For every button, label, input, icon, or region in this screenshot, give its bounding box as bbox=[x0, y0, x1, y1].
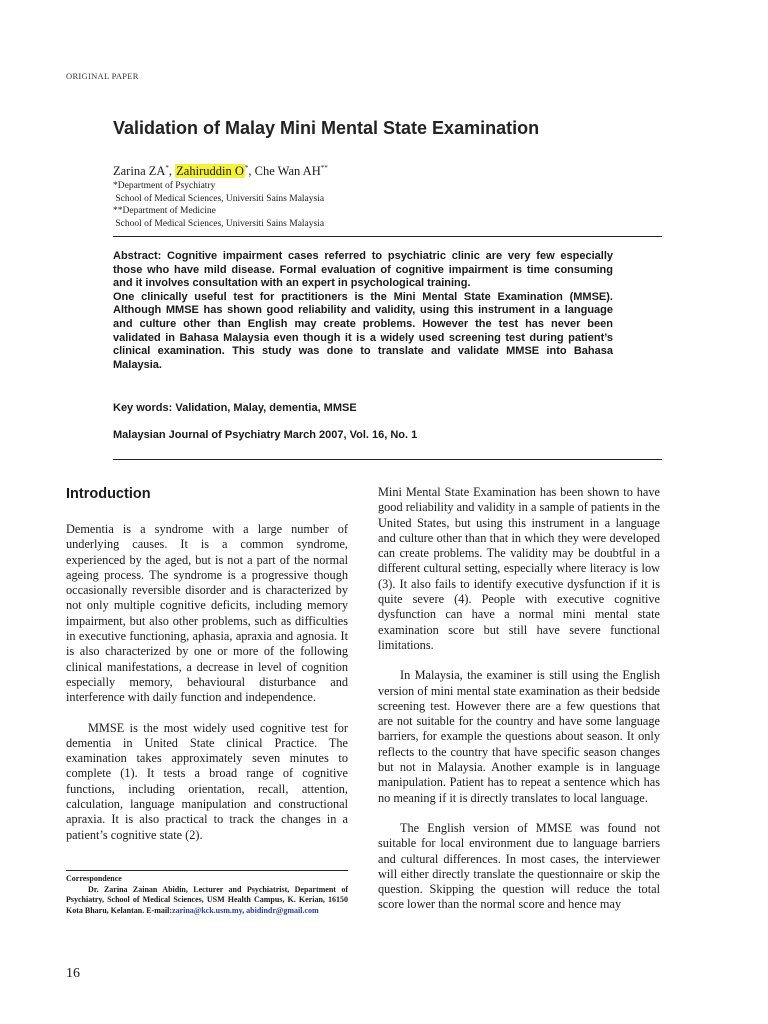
author-2-highlighted: Zahiruddin O bbox=[176, 164, 244, 179]
footnote-divider bbox=[66, 870, 348, 871]
header-divider bbox=[113, 236, 662, 237]
author-list bbox=[113, 164, 328, 179]
left-column bbox=[66, 522, 348, 843]
correspondence-footnote bbox=[66, 874, 348, 916]
author-3: Che Wan AH bbox=[254, 164, 321, 179]
body-paragraph: MMSE is the most widely used cognitive test for dementia in United State clinical Practice. The examination takes approximately seven minutes to complete (1). It tests a broad range of cognitive functions, including orientation, recall, attention, calculation, language manipulation and constructional apraxia. It is also practical to track the changes in a patient’s cognitive state (2). bbox=[66, 720, 348, 842]
affiliation-line: School of Medical Sciences, Universiti Sains Malaysia bbox=[113, 193, 325, 204]
body-paragraph: In Malaysia, the examiner is still using the English version of mini mental state examination as their bedside screening test. However there are a few questions that are not suitable for the country and have some language barriers, for example the questions about season. It only reflects to the country that have specific season changes but not in Malaysia. Another example is in language manipulation. Patient has to repeat a sentence which has no meaning if it is directly translates to local language. bbox=[378, 668, 660, 805]
correspondence-heading: Correspondence bbox=[66, 874, 122, 883]
abstract-paragraph: Abstract: Cognitive impairment cases referred to psychiatric clinic are very few especially those who have mild disease. Formal evaluation of cognitive impairment is time consuming and it involves consultation with an expert in psychological training. bbox=[113, 250, 613, 290]
keywords: Key words: Validation, Malay, dementia, MMSE bbox=[113, 402, 357, 414]
email-link[interactable]: zarina@kck.usm.my bbox=[172, 905, 243, 915]
body-paragraph: Dementia is a syndrome with a large number of underlying causes. It is a common syndrome, experienced by the aged, but is not a part of the normal ageing process. The syndrome is a progressive though occasionally reversible disorder and is characterized by not only multiple cognitive deficits, including memory impairment, but also other problems, such as difficulties in executive functioning, aphasia, apraxia and agnosia. It is also characterized by one or more of the following clinical manifestations, a decrease in level of cognition especially memory, behavioural disturbance and interference with daily function and independence. bbox=[66, 522, 348, 705]
body-paragraph: The English version of MMSE was found not suitable for local environment due to language barriers and cultural differences. In most cases, the interviewer will either directly translate the questionnaire or skip the question. Skipping the question will reduce the total score lower than the normal score and hence may bbox=[378, 820, 660, 912]
section-heading-introduction: Introduction bbox=[66, 486, 151, 502]
author-3-mark: ** bbox=[320, 164, 328, 172]
correspondence-body bbox=[66, 885, 348, 917]
email-link[interactable]: abidindr@gmail.com bbox=[246, 905, 319, 915]
journal-citation: Malaysian Journal of Psychiatry March 2007, Vol. 16, No. 1 bbox=[113, 429, 418, 441]
abstract-divider bbox=[113, 459, 662, 460]
author-1: Zarina ZA bbox=[113, 164, 166, 179]
page-number: 16 bbox=[66, 966, 80, 981]
abstract-paragraph: One clinically useful test for practitioners is the Mini Mental State Examination (MMSE). Although MMSE has shown good reliability and validity, using this instrument in a language and culture other than English may create problems. However the test has never been validated in Bahasa Malaysia even though it is a widely used screening test during patient’s clinical examination. This study was done to translate and validate MMSE into Bahasa Malaysia. bbox=[113, 290, 613, 371]
body-paragraph: Mini Mental State Examination has been shown to have good reliability and validity in a sample of patients in the United States, but using this instrument in a language and culture other than that in which they were developed can create problems. The validity may be doubtful in a different cultural setting, especially where literacy is low (3). It also fails to identify executive dysfunction if it is quite severe (4). People with executive cognitive dysfunction can have a normal mini mental state examination score but still have severe functional limitations. bbox=[378, 485, 660, 652]
correspondence-address: Dr. Zarina Zainan Abidin, Lecturer and Psychiatrist, Department of Psychiatry, School of Medical Sciences, USM Health Campus, K. Kerian, 16150 Kota Bharu, Kelantan. E-mail: bbox=[66, 884, 348, 915]
paper-title: Validation of Malay Mini Mental State Examination bbox=[113, 118, 540, 138]
email-separator: , bbox=[242, 905, 247, 915]
affiliation-line: **Department of Medicine bbox=[113, 206, 216, 216]
affiliation-line: School of Medical Sciences, Universiti Sains Malaysia bbox=[113, 218, 325, 229]
abstract bbox=[113, 250, 613, 372]
right-column bbox=[378, 485, 660, 913]
article-type-label: ORIGINAL PAPER bbox=[66, 71, 139, 81]
author-separator: , bbox=[168, 164, 176, 179]
affiliation-line: *Department of Psychiatry bbox=[113, 181, 216, 191]
author-2-mark: * bbox=[244, 164, 249, 172]
author-1-mark: * bbox=[165, 164, 169, 172]
author-separator: , bbox=[248, 164, 255, 179]
